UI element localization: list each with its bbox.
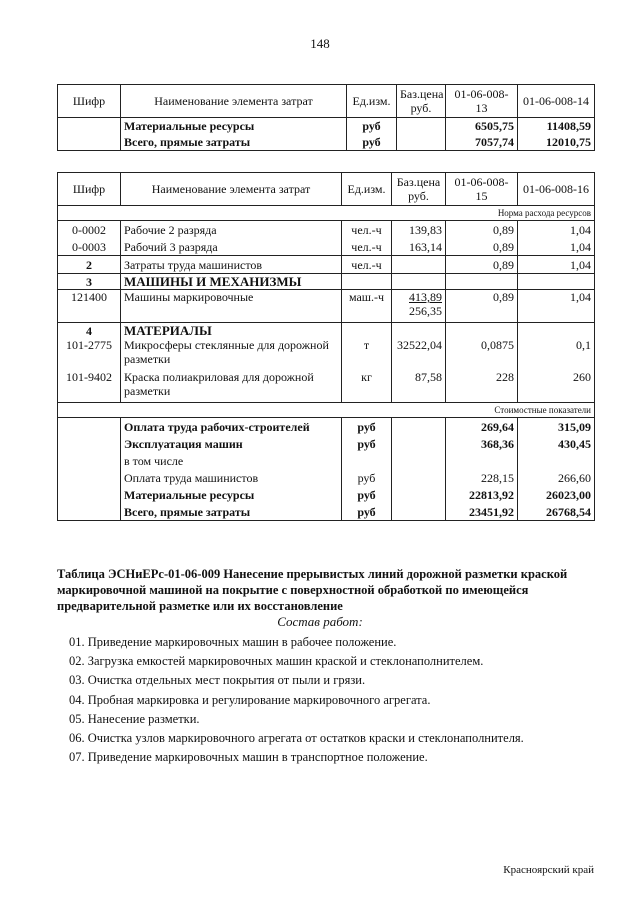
row-name: Материальные ресурсы	[121, 118, 347, 135]
row-value: 0,89	[446, 256, 518, 274]
header-code: Шифр	[58, 85, 121, 118]
cost-section-label: Стоимостные показатели	[58, 403, 595, 418]
row-price: 87,58	[392, 370, 446, 403]
row-unit: руб	[342, 503, 392, 521]
row-name: Рабочий 3 разряда	[121, 238, 342, 256]
row-value: 315,09	[518, 418, 595, 436]
row-code: 121400	[58, 290, 121, 323]
page-number: 148	[310, 36, 330, 51]
row-name: в том числе	[121, 452, 342, 469]
section-title: МАТЕРИАЛЫ	[121, 323, 342, 339]
list-item: 07. Приведение маркировочных машин в транспортное положение.	[69, 750, 428, 765]
row-unit: руб	[347, 118, 397, 135]
row-name: Всего, прямые затраты	[121, 134, 347, 151]
row-name: Эксплуатация машин	[121, 435, 342, 452]
region-footer: Красноярский край	[503, 864, 594, 876]
row-value: 1,04	[518, 290, 595, 323]
list-item: 02. Загрузка емкостей маркировочных машин краской и стеклонаполнителем.	[69, 654, 484, 669]
list-item: 06. Очистка узлов маркировочного агрегата от остатков краски и стеклонаполнителя.	[69, 730, 524, 745]
row-value: 368,36	[446, 435, 518, 452]
row-value: 1,04	[518, 256, 595, 274]
row-value: 266,60	[518, 469, 595, 486]
row-unit: чел.-ч	[342, 238, 392, 256]
row-value: 228	[446, 370, 518, 403]
row-name: Всего, прямые затраты	[121, 503, 342, 521]
list-item: 05. Нанесение разметки.	[69, 711, 200, 726]
row-value: 23451,92	[446, 503, 518, 521]
row-unit: руб	[342, 486, 392, 503]
header-col-14: 01-06-008-14	[518, 85, 595, 118]
cost-table-top	[57, 84, 595, 151]
row-unit: кг	[342, 370, 392, 403]
section-code: 3	[58, 274, 121, 290]
row-name: Оплата труда машинистов	[121, 469, 342, 486]
row-value: 260	[518, 370, 595, 403]
price-value: 256,35	[409, 304, 442, 318]
row-name: Оплата труда рабочих-строителей	[121, 418, 342, 436]
row-code: 2	[58, 256, 121, 274]
row-value: 11408,59	[518, 118, 595, 135]
row-value: 269,64	[446, 418, 518, 436]
row-value: 430,45	[518, 435, 595, 452]
row-name: Материальные ресурсы	[121, 486, 342, 503]
header-price: Баз.цена руб.	[392, 173, 446, 206]
row-value: 0,89	[446, 221, 518, 239]
row-code: 101-2775	[58, 338, 121, 370]
header-col-16: 01-06-008-16	[518, 173, 595, 206]
row-price: 32522,04	[392, 338, 446, 370]
cost-table-main	[57, 172, 595, 521]
row-unit: чел.-ч	[342, 221, 392, 239]
row-value: 1,04	[518, 221, 595, 239]
row-unit: маш.-ч	[342, 290, 392, 323]
row-unit: руб	[347, 134, 397, 151]
row-unit: руб	[342, 418, 392, 436]
row-value: 7057,74	[446, 134, 518, 151]
header-code: Шифр	[58, 173, 121, 206]
header-col-15: 01-06-008-15	[446, 173, 518, 206]
work-composition-title: Состав работ:	[277, 614, 363, 629]
row-value: 0,89	[446, 290, 518, 323]
row-value: 228,15	[446, 469, 518, 486]
row-value: 26023,00	[518, 486, 595, 503]
work-steps-list	[69, 633, 524, 767]
row-unit: чел.-ч	[342, 256, 392, 274]
price-value: 413,89	[409, 290, 442, 304]
row-name: Микросферы стеклянные для дорожной разметки	[121, 338, 342, 370]
row-value: 6505,75	[446, 118, 518, 135]
section-title: МАШИНЫ И МЕХАНИЗМЫ	[121, 274, 342, 290]
row-price: 139,83	[392, 221, 446, 239]
row-value: 1,04	[518, 238, 595, 256]
section-code: 4	[58, 323, 121, 339]
header-price: Баз.цена руб.	[397, 85, 446, 118]
header-name: Наименование элемента затрат	[121, 85, 347, 118]
row-name: Краска полиакриловая для дорожной разметки	[121, 370, 342, 403]
row-unit: руб	[342, 435, 392, 452]
norm-section-label: Норма расхода ресурсов	[58, 206, 595, 221]
list-item: 04. Пробная маркировка и регулирование маркировочного агрегата.	[69, 692, 431, 707]
row-name: Машины маркировочные	[121, 290, 342, 323]
row-value: 0,1	[518, 338, 595, 370]
row-value: 12010,75	[518, 134, 595, 151]
row-price: 163,14	[392, 238, 446, 256]
header-unit: Ед.изм.	[342, 173, 392, 206]
header-name: Наименование элемента затрат	[121, 173, 342, 206]
table-caption: Таблица ЭСНиЕРс-01-06-009 Нанесение прерывистых линий дорожной разметки краской маркировочной машиной на покрытие с поверхностной обработкой по имеющейся предварительной разметке или их восстановление	[57, 567, 568, 613]
list-item: 01. Приведение маркировочных машин в рабочее положение.	[69, 635, 397, 649]
row-unit: т	[342, 338, 392, 370]
row-unit: руб	[342, 469, 392, 486]
header-col-13: 01-06-008-13	[446, 85, 518, 118]
header-unit: Ед.изм.	[347, 85, 397, 118]
list-item: 03. Очистка отдельных мест покрытия от пыли и грязи.	[69, 673, 366, 688]
row-code: 101-9402	[58, 370, 121, 403]
row-price	[392, 290, 446, 323]
row-value: 0,89	[446, 238, 518, 256]
row-value: 0,0875	[446, 338, 518, 370]
row-name: Затраты труда машинистов	[121, 256, 342, 274]
row-code: 0-0002	[58, 221, 121, 239]
row-value: 22813,92	[446, 486, 518, 503]
row-value: 26768,54	[518, 503, 595, 521]
row-name: Рабочие 2 разряда	[121, 221, 342, 239]
row-code: 0-0003	[58, 238, 121, 256]
